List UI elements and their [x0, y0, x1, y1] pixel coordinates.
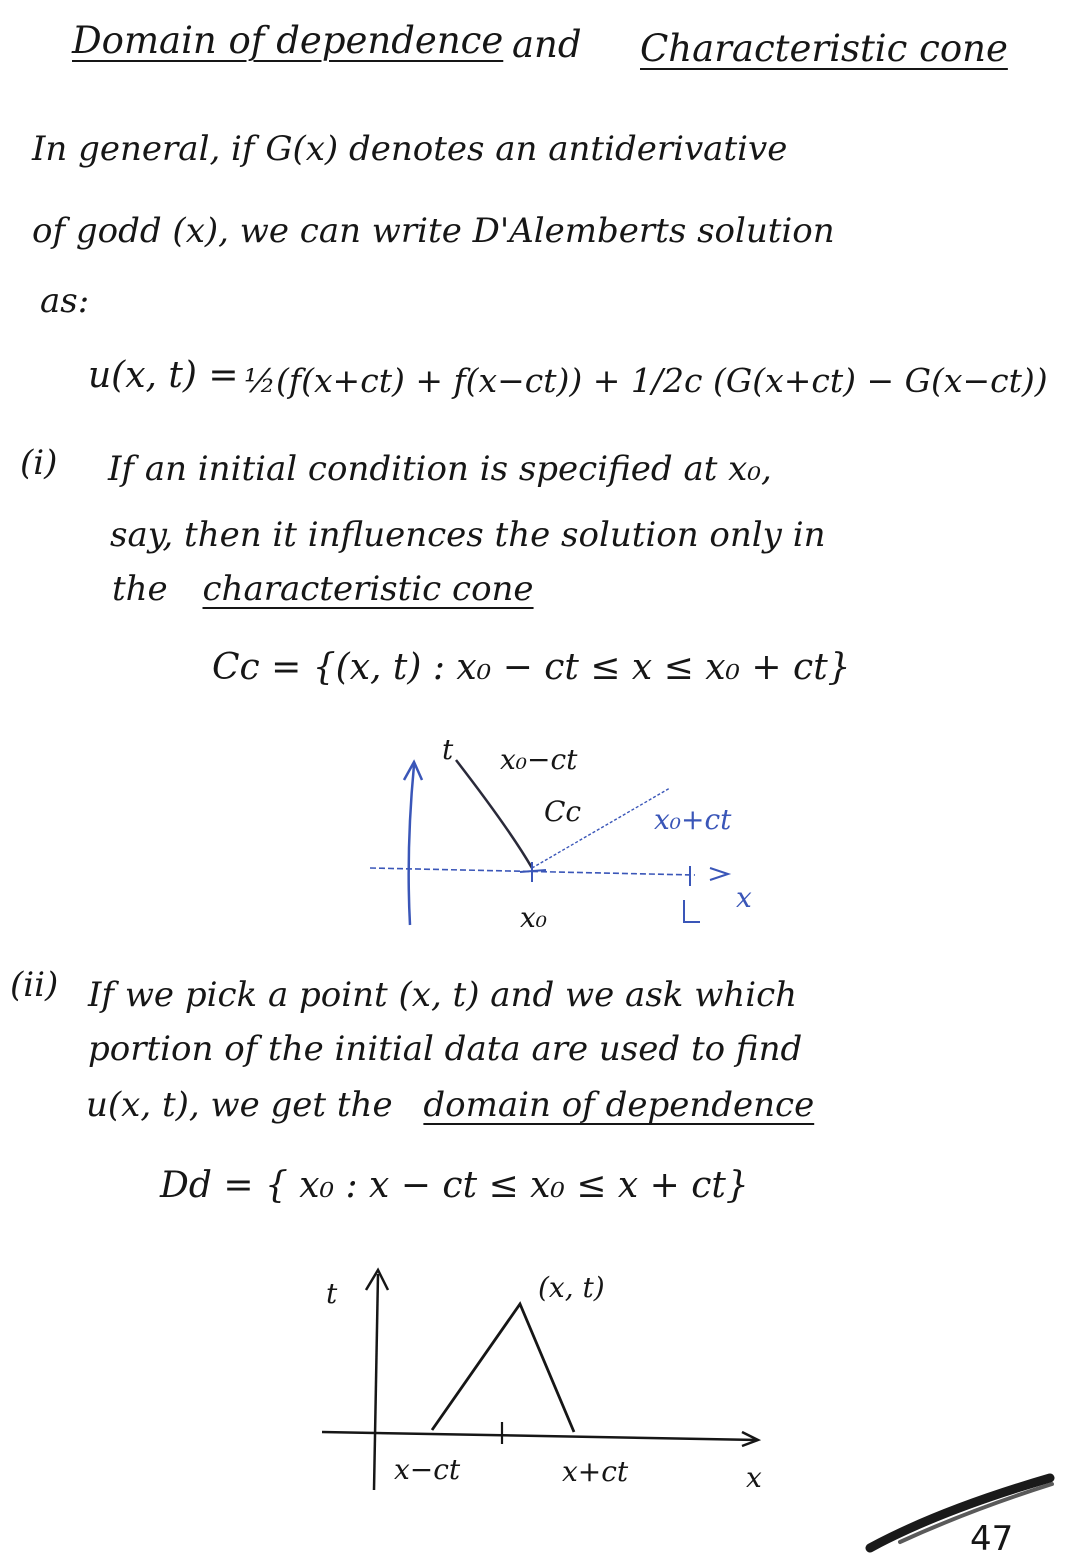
intro-line-2: of godd (x), we can write D'Alemberts solution: [32, 211, 835, 251]
fig2-left-foot-label: x−ct: [394, 1453, 461, 1486]
item-ii-marker: (ii): [10, 965, 59, 1005]
fig1-right-line-label: x₀+ct: [654, 803, 732, 836]
fig1-left-line-label: x₀−ct: [500, 743, 578, 776]
intro-line-3: as:: [40, 281, 90, 321]
title-domain-of-dependence: Domain of dependence: [72, 19, 504, 62]
fig2-apex-label: (x, t): [538, 1271, 605, 1304]
item-ii-line-1: If we pick a point (x, t) and we ask which: [88, 975, 798, 1015]
formula-lhs: u(x, t) =: [88, 355, 239, 396]
fig1-x-label: x: [736, 881, 752, 914]
page-number: 47: [970, 1519, 1014, 1559]
intro-line-1: In general, if G(x) denotes an antiderivative: [32, 129, 788, 169]
characteristic-cone-set: Cc = {(x, t) : x₀ − ct ≤ x ≤ x₀ + ct}: [212, 647, 851, 688]
item-ii-domain-of-dependence-term: domain of dependence: [423, 1085, 815, 1125]
fig2-x-label: x: [746, 1461, 762, 1494]
formula-rhs: ½(f(x+ct) + f(x−ct)) + 1/2c (G(x+ct) − G(x−ct)): [244, 361, 1048, 400]
fig2-t-label: t: [326, 1277, 338, 1310]
item-ii-prefix: u(x, t), we get the: [86, 1085, 393, 1125]
item-ii-line-2: portion of the initial data are used to find: [88, 1029, 803, 1069]
fig2-right-foot-label: x+ct: [562, 1455, 629, 1488]
title-and: and: [512, 23, 582, 66]
pen-stroke-decoration: [860, 1470, 1060, 1560]
item-ii-line-3: [86, 1085, 815, 1125]
item-i-line-3: [112, 569, 534, 609]
domain-of-dependence-set: Dd = { x₀ : x − ct ≤ x₀ ≤ x + ct}: [160, 1165, 749, 1206]
item-i-line-1: If an initial condition is specified at x₀,: [108, 449, 772, 489]
fig1-t-label: t: [442, 733, 454, 766]
fig1-cone-label: Cc: [544, 795, 582, 828]
item-i-marker: (i): [20, 443, 58, 483]
item-i-the: the: [112, 569, 168, 609]
item-i-line-2: say, then it influences the solution only in: [110, 515, 826, 555]
fig1-origin-label: x₀: [520, 901, 548, 934]
title-characteristic-cone: Characteristic cone: [640, 27, 1008, 70]
item-i-characteristic-cone-term: characteristic cone: [202, 569, 534, 609]
